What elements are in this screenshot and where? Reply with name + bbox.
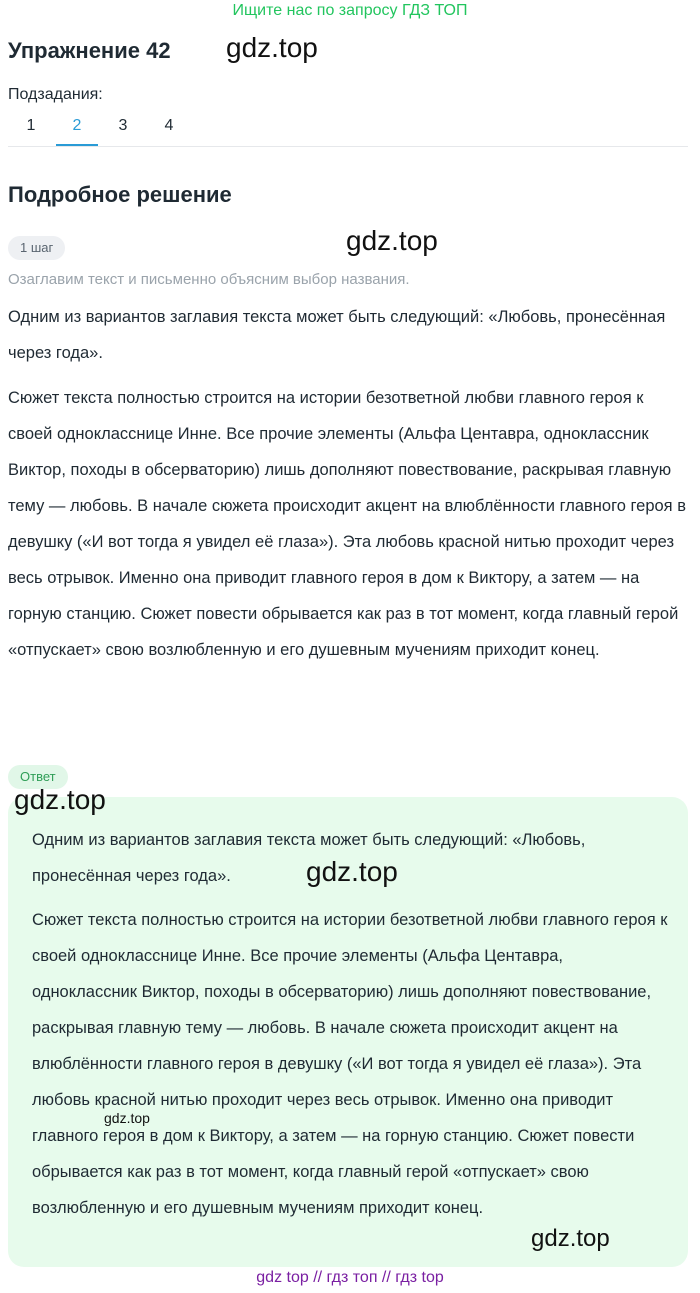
solution-heading: Подробное решение xyxy=(8,182,232,207)
tab-3[interactable]: 3 xyxy=(118,117,128,134)
watermark: gdz.top xyxy=(104,1110,150,1126)
tab-2[interactable]: 2 xyxy=(54,112,100,146)
solution-paragraph-2: Сюжет текста полностью строится на истории безответной любви главного героя к своей однокласснице Инне. Все прочие элементы (Альфа Центавра, одноклассник Виктор, походы в обсерваторию) лишь дополняют повествование, раскрывая главную тему — любовь. В начале сюжета происходит акцент на влюблённости главного героя в девушку («И вот тогда я увидел её глаза»). Эта любовь красной нитью проходит через весь отрывок. Именно она приводит главного героя в дом к Виктору, а затем — на горную станцию. Сюжет повести обрывается как раз в тот момент, когда главный герой «отпускает» свою возлюбленную и его душевным мучениям приходит конец. xyxy=(8,389,686,659)
tabs-divider xyxy=(8,146,688,147)
subtasks-label: Подзадания: xyxy=(8,86,103,103)
answer-paragraph-2: Сюжет текста полностью строится на истории безответной любви главного героя к своей однокласснице Инне. Все прочие элементы (Альфа Центавра, одноклассник Виктор, походы в обсерваторию) лишь дополняют повествование, раскрывая главную тему — любовь. В начале сюжета происходит акцент на влюблённости главного героя в девушку («И вот тогда я увидел её глаза»). Эта любовь красной нитью проходит через весь отрывок. Именно она приводит главного героя в дом к Виктору, а затем — на горную станцию. Сюжет повести обрывается как раз в тот момент, когда главный герой «отпускает» свою возлюбленную и его душевным мучениям приходит конец. xyxy=(32,911,668,1217)
watermark: gdz.top xyxy=(226,32,318,63)
watermark: gdz.top xyxy=(531,1225,610,1252)
subtask-tabs xyxy=(8,112,192,146)
watermark: gdz.top xyxy=(306,856,398,887)
answer-paragraph-1: Одним из вариантов заглавия текста может быть следующий: «Любовь, пронесённая через года». xyxy=(32,831,586,885)
step-badge: 1 шаг xyxy=(8,236,65,260)
tab-1[interactable]: 1 xyxy=(26,117,36,134)
solution-paragraph-1: Одним из вариантов заглавия текста может быть следующий: «Любовь, пронесённая через года». xyxy=(8,308,666,362)
page-title: Упражнение 42 xyxy=(8,38,171,63)
watermark: gdz.top xyxy=(346,225,438,256)
tab-4[interactable]: 4 xyxy=(164,117,174,134)
footer-links[interactable]: gdz top // гдз топ // гдз top xyxy=(256,1269,444,1286)
promo-banner[interactable]: Ищите нас по запросу ГДЗ ТОП xyxy=(232,2,468,19)
watermark: gdz.top xyxy=(14,784,106,815)
answer-badge: Ответ xyxy=(8,765,68,789)
step-hint: Озаглавим текст и письменно объясним выбор названия. xyxy=(8,271,410,288)
